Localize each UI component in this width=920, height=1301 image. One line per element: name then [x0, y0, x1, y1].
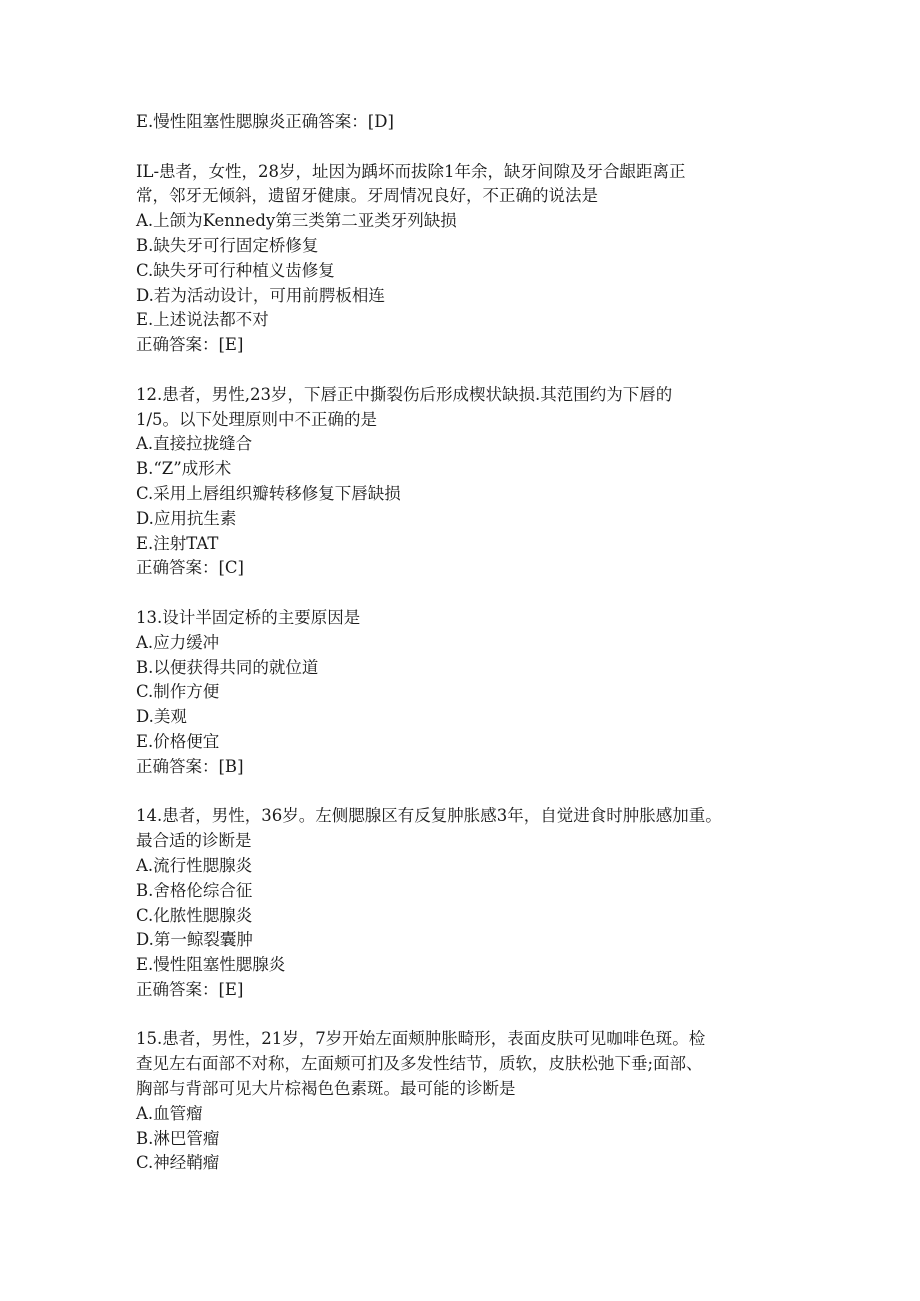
- question-block-11-tail: [136, 110, 816, 135]
- answer-line: 正确答案：[B]: [136, 756, 244, 776]
- option-line: C.制作方便: [136, 682, 220, 702]
- option-line: A.应力缓冲: [136, 632, 220, 652]
- block-gap: [136, 780, 816, 805]
- document-body: [136, 110, 816, 1176]
- question-block-15: [136, 1027, 816, 1176]
- option-line: C.神经鞘瘤: [136, 1153, 220, 1173]
- question-stem-line: 常，邻牙无倾斜，遗留牙健康。牙周情况良好，不正确的说法是: [136, 186, 598, 206]
- question-block-14: [136, 804, 816, 1002]
- question-block-13: [136, 606, 816, 780]
- option-line: E.价格便宜: [136, 731, 220, 751]
- option-line: E.上述说法都不对: [136, 310, 269, 330]
- option-line: D.应用抗生素: [136, 508, 237, 528]
- question-stem-line: 14.患者，男性，36岁。左侧腮腺区有反复肿胀感3年，自觉进食时肿胀感加重。: [136, 806, 722, 826]
- option-line: E.注射TAT: [136, 533, 219, 553]
- option-line: A.血管瘤: [136, 1103, 203, 1123]
- option-line: B.舍格伦综合征: [136, 880, 253, 900]
- option-line: A.上颌为Kennedy第三类第二亚类牙列缺损: [136, 211, 457, 231]
- answer-line: 正确答案：[C]: [136, 558, 244, 578]
- option-line: B.缺失牙可行固定桥修复: [136, 235, 319, 255]
- question-stem-line: 最合适的诊断是: [136, 831, 252, 851]
- option-line: E.慢性阻塞性腮腺炎正确答案：[D]: [136, 112, 394, 131]
- option-line: C.采用上唇组织瓣转移修复下唇缺损: [136, 483, 401, 503]
- question-stem-line: 12.患者，男性,23岁，下唇正中撕裂伤后形成楔状缺损.其范围约为下唇的: [136, 384, 673, 404]
- question-block-11: [136, 160, 816, 358]
- option-line: D.美观: [136, 707, 187, 727]
- question-block-12: [136, 383, 816, 581]
- question-stem-line: 15.患者，男性，21岁，7岁开始左面颊肿胀畸形，表面皮肤可见咖啡色斑。检: [136, 1029, 706, 1049]
- option-line: D.若为活动设计，可用前腭板相连: [136, 285, 385, 305]
- option-line: C.化脓性腮腺炎: [136, 905, 253, 925]
- option-line: A.直接拉拢缝合: [136, 434, 253, 454]
- option-line: D.第一鲸裂囊肿: [136, 930, 253, 950]
- question-stem-line: 查见左右面部不对称，左面颊可扪及多发性结节，质软，皮肤松弛下垂;面部、: [136, 1054, 703, 1074]
- block-gap: [136, 581, 816, 606]
- option-line: B.“Z”成形术: [136, 459, 232, 479]
- option-line: C.缺失牙可行种植义齿修复: [136, 260, 335, 280]
- answer-line: 正确答案：[E]: [136, 979, 244, 999]
- question-stem-line: IL-患者，女性，28岁，址因为踽坏而拔除1年余，缺牙间隙及牙合龈距离正: [136, 161, 686, 181]
- option-line: B.淋巴管瘤: [136, 1128, 220, 1148]
- block-gap: [136, 135, 816, 160]
- question-stem-line: 胸部与背部可见大片棕褐色色素斑。最可能的诊断是: [136, 1079, 516, 1099]
- block-gap: [136, 358, 816, 383]
- option-line: B.以便获得共同的就位道: [136, 657, 319, 677]
- question-stem-line: 13.设计半固定桥的主要原因是: [136, 607, 361, 627]
- question-stem-line: 1/5。以下处理原则中不正确的是: [136, 409, 378, 429]
- option-line: A.流行性腮腺炎: [136, 855, 253, 875]
- answer-line: 正确答案：[E]: [136, 335, 244, 355]
- block-gap: [136, 1003, 816, 1028]
- option-line: E.慢性阻塞性腮腺炎: [136, 955, 286, 975]
